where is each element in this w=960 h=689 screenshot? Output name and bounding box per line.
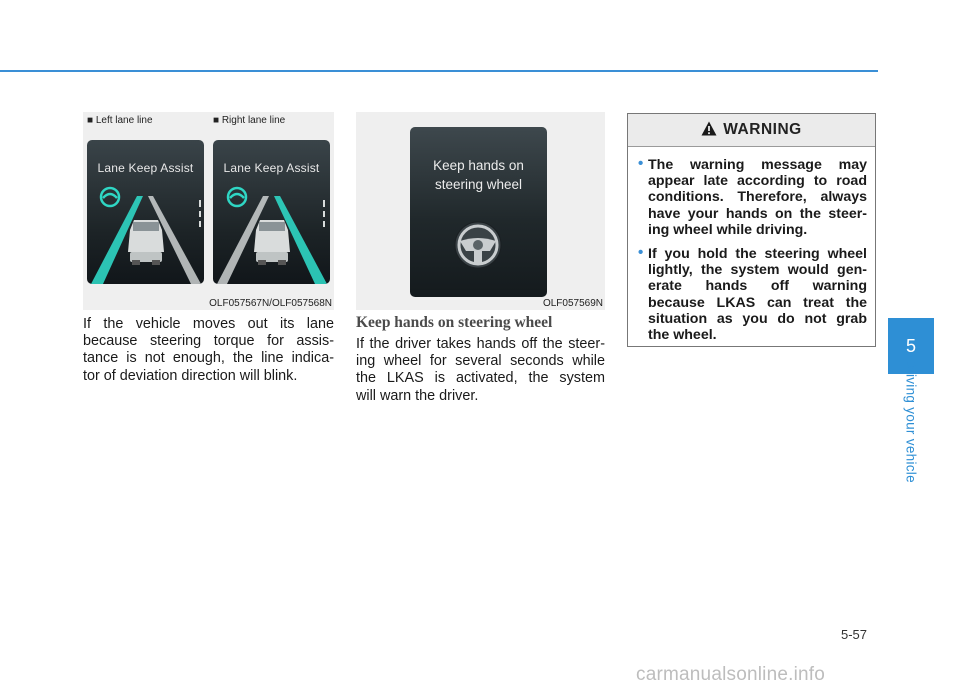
warning-item	[638, 157, 867, 238]
right-lane-panel	[213, 140, 330, 284]
text-line: tance is not enough, the line indica-	[83, 350, 334, 367]
text-line: the wheel.	[648, 327, 717, 344]
top-rule	[0, 70, 878, 72]
cluster-message-line2: steering wheel	[434, 177, 523, 192]
left-lane-panel	[87, 140, 204, 284]
steering-indicator-icon-2	[228, 188, 246, 206]
lane-keep-assist-figure	[83, 112, 334, 310]
warning-triangle-icon	[701, 121, 717, 136]
text-line: If the vehicle moves out its lane	[83, 316, 334, 332]
text-line: If the driver takes hands off the steer-	[356, 336, 605, 352]
text-line: conditions. Therefore, always	[648, 189, 867, 206]
watermark: carmanualsonline.info	[636, 664, 826, 685]
text-line: lightly, the system would gen-	[648, 262, 867, 279]
left-lane-caption: ■ Left lane line	[87, 115, 153, 126]
bullet-icon: •	[638, 155, 644, 172]
warning-list	[628, 147, 875, 343]
warning-item	[638, 246, 867, 343]
text-line: have your hands on the steer-	[648, 205, 867, 222]
car-rear-icon-2	[254, 220, 290, 265]
hands-off-figure	[356, 112, 605, 310]
warning-box	[627, 113, 876, 347]
text-line: will warn the driver.	[356, 387, 479, 404]
text-line: tor of deviation direction will blink.	[83, 367, 298, 384]
paragraph-lane-deviation	[83, 316, 334, 385]
text-line: appear late according to road	[648, 173, 867, 190]
chapter-tab: 5	[888, 318, 934, 374]
text-line: erate hands off warning	[648, 278, 867, 295]
chapter-side-label: Driving your vehicle	[903, 359, 919, 483]
bullet-icon: •	[638, 244, 644, 262]
text-line: The warning message may	[648, 157, 867, 173]
distance-bars-icon-2	[323, 200, 325, 227]
panel-title-left: Lane Keep Assist	[97, 161, 194, 175]
text-line: the LKAS is activated, the system	[356, 370, 605, 387]
cluster-display	[410, 127, 547, 297]
warning-title: WARNING	[723, 121, 802, 138]
steering-indicator-icon	[101, 188, 119, 206]
text-line: ing wheel while driving.	[648, 221, 808, 238]
distance-bars-icon	[199, 200, 201, 227]
text-line: because steering torque for assis-	[83, 333, 334, 350]
figure-code-1: OLF057567N/OLF057568N	[209, 298, 332, 309]
car-rear-icon	[128, 220, 164, 265]
right-lane-caption: ■ Right lane line	[213, 115, 286, 126]
paragraph-hands-off	[356, 336, 605, 405]
steering-wheel-icon	[455, 222, 501, 268]
page-number: 5-57	[841, 627, 868, 642]
figure-code-2: OLF057569N	[542, 298, 603, 309]
text-line: situation as you do not grab	[648, 310, 867, 327]
text-line: because LKAS can treat the	[648, 294, 867, 311]
text-line: If you hold the steering wheel	[648, 246, 867, 263]
text-line: ing wheel for several seconds while	[356, 353, 605, 370]
subheading-hands-on: Keep hands on steering wheel	[356, 314, 553, 331]
cluster-message-line1: Keep hands on	[433, 158, 524, 173]
warning-header	[628, 114, 875, 147]
panel-title-right: Lane Keep Assist	[223, 161, 320, 175]
